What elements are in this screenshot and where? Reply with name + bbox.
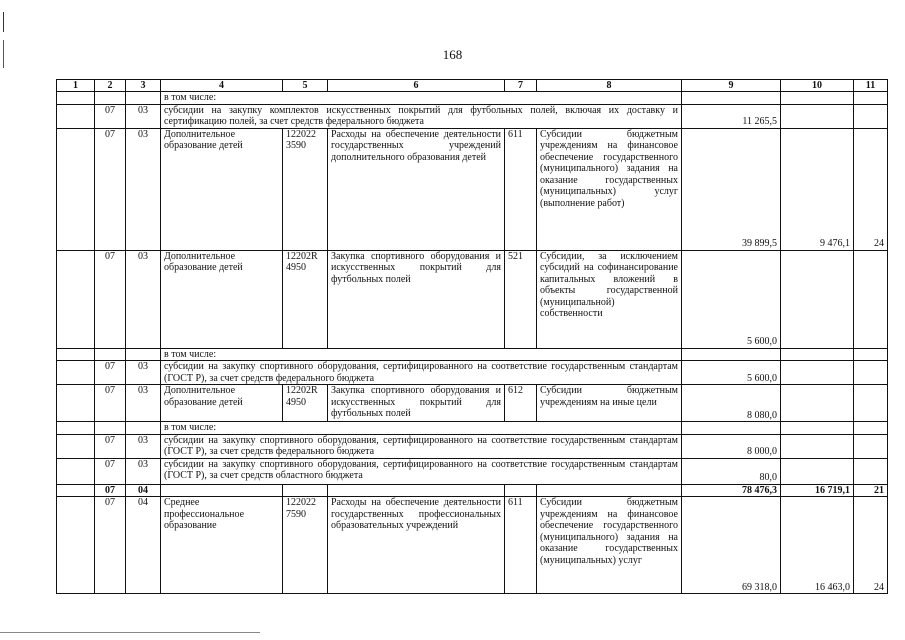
subtotal-row (57, 484, 888, 497)
cell-name: Дополнительное образование детей (161, 385, 283, 422)
col-header: 8 (537, 80, 682, 92)
table-row (57, 250, 888, 348)
table-row (57, 434, 888, 458)
cell-code: 12202R 4950 (283, 385, 328, 422)
cell-subsection: 03 (126, 128, 161, 250)
cell-type-name: Субсидии бюджетным учреждениям на финансовое обеспечение государственного (муниципального) задания на оказание государственных (муниципальных) услуг (537, 497, 682, 594)
cell-name: Дополнительное образование детей (161, 128, 283, 250)
col-header: 2 (95, 80, 126, 92)
cell-expense: Расходы на обеспечение деятельности государственных профессиональных образовательных учреждений (328, 497, 505, 594)
cell-section: 07 (95, 250, 126, 348)
cell-percent: 21 (854, 484, 888, 497)
cell-subsection: 03 (126, 434, 161, 458)
cell-subsection: 04 (126, 484, 161, 497)
col-header: 1 (57, 80, 95, 92)
cell-amount: 8 000,0 (682, 434, 781, 458)
cell-section: 07 (95, 484, 126, 497)
table-row (57, 458, 888, 484)
cell-amount: 5 600,0 (682, 250, 781, 348)
table-row (57, 422, 888, 435)
col-header: 4 (161, 80, 283, 92)
col-header: 10 (781, 80, 854, 92)
col-header: 7 (505, 80, 537, 92)
cell-amount: 39 899,5 (682, 128, 781, 250)
cell-code: 12202R 4950 (283, 250, 328, 348)
table-row (57, 128, 888, 250)
scan-edge-line (0, 632, 260, 633)
cell-amount: 5 600,0 (682, 361, 781, 385)
table-row (57, 348, 888, 361)
cell-description: субсидии на закупку спортивного оборудования, сертифицированного на соответствие государственным стандартам (ГОСТ Р), за счет средств федерального бюджета (161, 434, 682, 458)
cell-subsection: 04 (126, 497, 161, 594)
cell-section: 07 (95, 497, 126, 594)
cell-expense: Расходы на обеспечение деятельности государственных учреждений дополнительного образования детей (328, 128, 505, 250)
cell-percent: 24 (854, 497, 888, 594)
including-label: в том числе: (161, 422, 682, 435)
col-header: 11 (854, 80, 888, 92)
cell-amount-2: 16 719,1 (781, 484, 854, 497)
including-label: в том числе: (161, 92, 682, 105)
cell-amount: 80,0 (682, 458, 781, 484)
cell-name: Среднее профессиональное образование (161, 497, 283, 594)
cell-percent: 24 (854, 128, 888, 250)
cell-code: 122022 3590 (283, 128, 328, 250)
table-row (57, 361, 888, 385)
cell-name: Дополнительное образование детей (161, 250, 283, 348)
cell-code: 122022 7590 (283, 497, 328, 594)
table-row (57, 92, 888, 105)
including-label: в том числе: (161, 348, 682, 361)
cell-amount: 69 318,0 (682, 497, 781, 594)
col-header: 6 (328, 80, 505, 92)
cell-subsection: 03 (126, 104, 161, 128)
table-row (57, 385, 888, 422)
table-row (57, 497, 888, 594)
cell-section: 07 (95, 361, 126, 385)
cell-description: субсидии на закупку спортивного оборудования, сертифицированного на соответствие государственным стандартам (ГОСТ Р), за счет средств областного бюджета (161, 458, 682, 484)
cell-amount-2: 16 463,0 (781, 497, 854, 594)
cell-subsection: 03 (126, 361, 161, 385)
cell-section: 07 (95, 458, 126, 484)
cell-description: субсидии на закупку спортивного оборудования, сертифицированного на соответствие государственным стандартам (ГОСТ Р), за счет средств федерального бюджета (161, 361, 682, 385)
cell-section: 07 (95, 104, 126, 128)
cell-type-name: Субсидии бюджетным учреждениям на иные цели (537, 385, 682, 422)
col-header: 3 (126, 80, 161, 92)
cell-type-name: Субсидии бюджетным учреждениям на финансовое обеспечение государственного (муниципального) задания на оказание государственных (муниципальных) услуг (выполнение работ) (537, 128, 682, 250)
cell-description: субсидии на закупку комплектов искусственных покрытий для футбольных полей, включая их доставку и сертификацию полей, за счет средств федерального бюджета (161, 104, 682, 128)
cell-section: 07 (95, 385, 126, 422)
cell-subsection: 03 (126, 385, 161, 422)
col-header: 5 (283, 80, 328, 92)
header-row (57, 80, 888, 92)
col-header: 9 (682, 80, 781, 92)
margin-mark (3, 12, 4, 32)
cell-type: 611 (505, 497, 537, 594)
cell-expense: Закупка спортивного оборудования и искусственных покрытий для футбольных полей (328, 385, 505, 422)
budget-table (56, 79, 888, 594)
table-row (57, 104, 888, 128)
cell-subsection: 03 (126, 458, 161, 484)
cell-amount-2: 9 476,1 (781, 128, 854, 250)
page-number: 168 (442, 47, 463, 62)
cell-subsection: 03 (126, 250, 161, 348)
cell-type: 612 (505, 385, 537, 422)
cell-type-name: Субсидии, за исключением субсидий на софинансирование капитальных вложений в объекты государственной (муниципальной) собственности (537, 250, 682, 348)
cell-section: 07 (95, 434, 126, 458)
cell-type: 611 (505, 128, 537, 250)
cell-type: 521 (505, 250, 537, 348)
cell-section: 07 (95, 128, 126, 250)
cell-amount: 11 265,5 (682, 104, 781, 128)
cell-amount: 78 476,3 (682, 484, 781, 497)
cell-expense: Закупка спортивного оборудования и искусственных покрытий для футбольных полей (328, 250, 505, 348)
cell-amount: 8 080,0 (682, 385, 781, 422)
